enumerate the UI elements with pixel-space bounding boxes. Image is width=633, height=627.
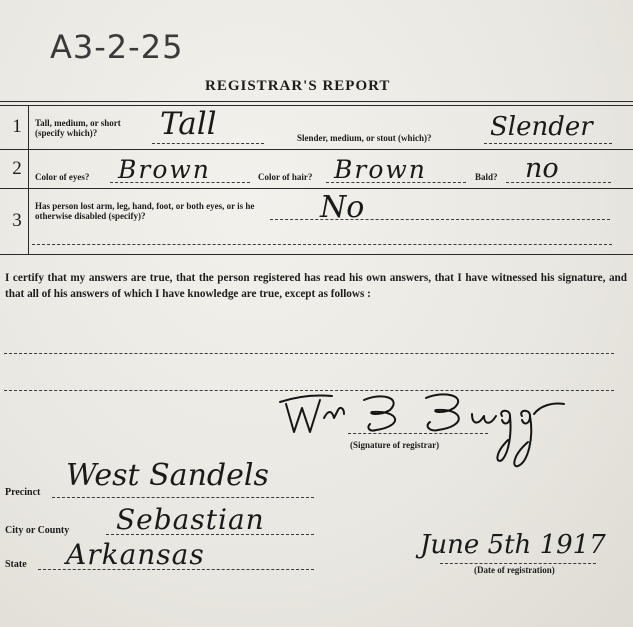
eye-color-label: Color of eyes? <box>35 172 90 182</box>
build-answer-line <box>484 143 612 144</box>
row-divider-2 <box>0 188 633 189</box>
precinct-line <box>52 497 314 498</box>
date-caption: (Date of registration) <box>474 565 555 575</box>
disability-answer: No <box>320 190 365 225</box>
county-value: Sebastian <box>116 503 265 536</box>
hair-color-label: Color of hair? <box>258 172 313 182</box>
card-stamp-number: A3-2-25 <box>50 28 184 66</box>
bald-line <box>506 182 611 183</box>
eye-color-line <box>110 182 250 183</box>
precinct-value: West Sandels <box>66 458 269 493</box>
table-top-rule <box>0 101 633 102</box>
row-number-1: 1 <box>6 105 29 149</box>
hair-color-line <box>326 182 466 183</box>
bald-label: Bald? <box>475 172 498 182</box>
row-number-3: 3 <box>6 188 29 254</box>
exceptions-line-1 <box>4 353 614 354</box>
signature-caption: (Signature of registrar) <box>350 440 440 450</box>
state-line <box>38 569 314 570</box>
certification-text: I certify that my answers are true, that the person registered has read his own answers, that I have witnessed his signature, and that all of his answers of which I have knowledge are true, except as follows : <box>5 272 627 300</box>
signature-line <box>348 433 488 434</box>
height-answer-line <box>152 143 264 144</box>
hair-color-answer: Brown <box>334 155 427 184</box>
disability-question-label: Has person lost arm, leg, hand, foot, or both eyes, or is he otherwise disabled (specify)? <box>35 201 255 221</box>
state-label: State <box>5 559 27 570</box>
form-title: REGISTRAR'S REPORT <box>205 78 391 94</box>
table-top-rule-2 <box>0 105 633 106</box>
disability-line-2 <box>32 244 612 245</box>
county-line <box>106 534 314 535</box>
county-label: City or County <box>5 525 70 536</box>
height-question-label: Tall, medium, or short (specify which)? <box>35 118 121 138</box>
build-answer: Slender <box>490 112 593 142</box>
bald-answer: no <box>525 153 559 184</box>
row-divider-1 <box>0 149 633 150</box>
registration-date: June 5th 1917 <box>420 530 606 560</box>
disability-line-1 <box>270 219 610 220</box>
date-line <box>440 563 596 564</box>
state-value: Arkansas <box>66 538 205 571</box>
precinct-label: Precinct <box>5 487 41 498</box>
registrar-signature <box>272 380 572 470</box>
row-number-2: 2 <box>6 149 29 188</box>
build-question-label: Slender, medium, or stout (which)? <box>297 133 432 143</box>
height-answer: Tall <box>160 106 217 142</box>
eye-color-answer: Brown <box>118 155 211 184</box>
table-bottom-rule <box>0 254 633 255</box>
